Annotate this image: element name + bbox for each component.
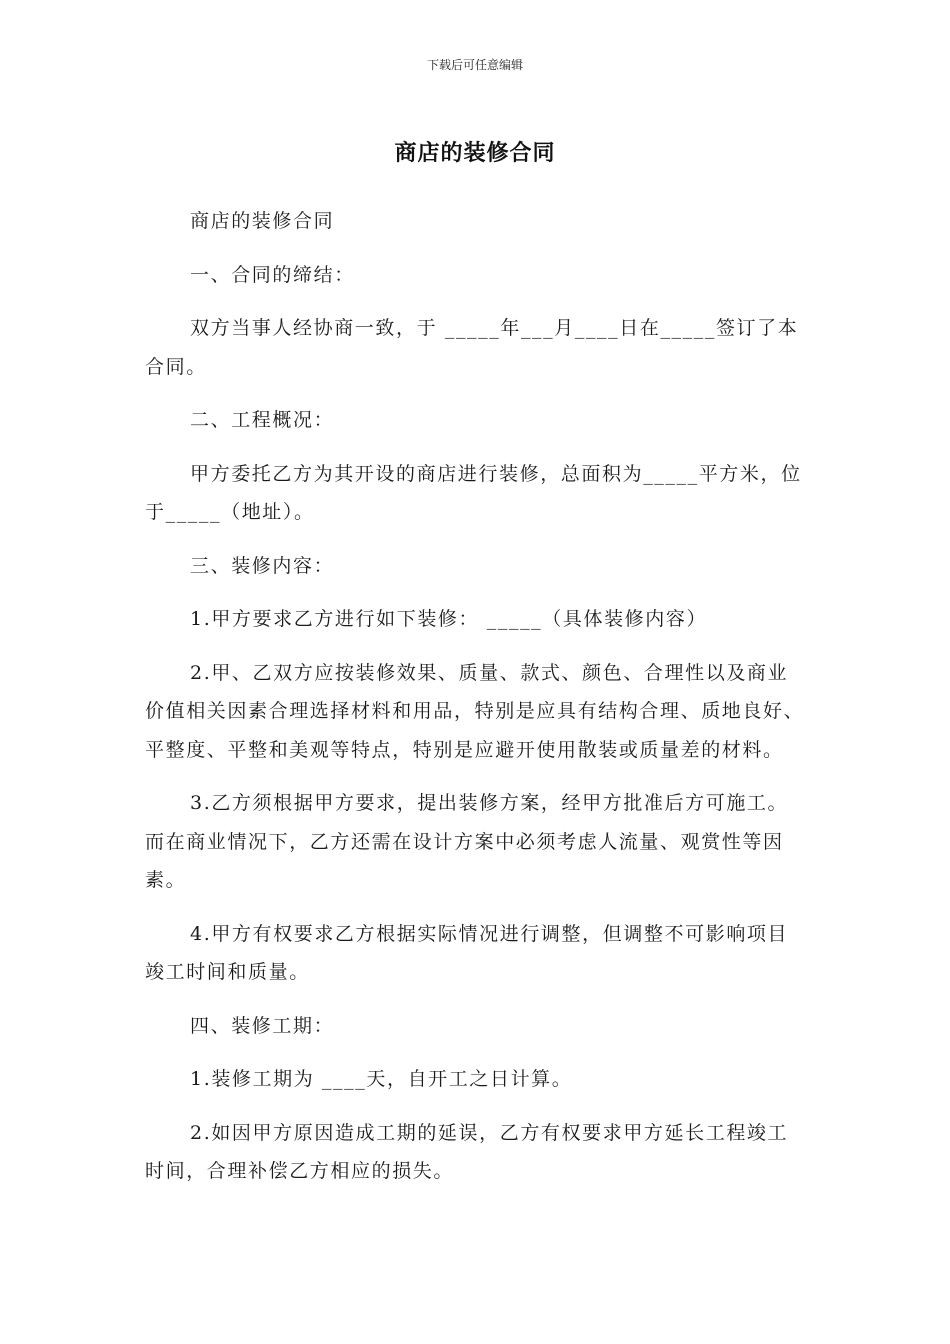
paragraph-content-item-4: 4.甲方有权要求乙方根据实际情况进行调整，但调整不可影响项目竣工时间和质量。	[145, 922, 789, 983]
section-heading-3: 三、装修内容：	[190, 554, 335, 577]
paragraph-schedule-item-1: 1.装修工期为 ____天，自开工之日计算。	[190, 1068, 573, 1090]
section-heading-4: 四、装修工期：	[190, 1014, 335, 1037]
paragraph-signing: 双方当事人经协商一致，于 _____年___月____日在_____签订了本合同。	[145, 317, 799, 378]
paragraph-content-item-2: 2.甲、乙双方应按装修效果、质量、款式、颜色、合理性以及商业价值相关因素合理选择材料和用品，特别是应具有结构合理、质地良好、平整度、平整和美观等特点，特别是应避开使用散装或质量差的材料。	[145, 661, 805, 761]
page-header-note: 下载后可任意编辑	[426, 58, 523, 72]
document-title: 商店的装修合同	[394, 141, 556, 166]
paragraph-subtitle: 商店的装修合同	[190, 210, 335, 232]
paragraph-project-overview: 甲方委托乙方为其开设的商店进行装修，总面积为_____平方米，位于_____（地址）。	[145, 462, 802, 523]
paragraph-content-item-1: 1.甲方要求乙方进行如下装修： _____（具体装修内容）	[190, 608, 708, 630]
paragraph-content-item-3: 3.乙方须根据甲方要求，提出装修方案，经甲方批准后方可施工。而在商业情况下，乙方还需在设计方案中必须考虑人流量、观赏性等因素。	[145, 792, 789, 891]
section-heading-2: 二、工程概况：	[190, 409, 335, 431]
paragraph-schedule-item-2: 2.如因甲方原因造成工期的延误，乙方有权要求甲方延长工程竣工时间，合理补偿乙方相应的损失。	[145, 1121, 789, 1182]
section-heading-1: 一、合同的缔结：	[190, 263, 355, 286]
document-body	[145, 202, 805, 1206]
